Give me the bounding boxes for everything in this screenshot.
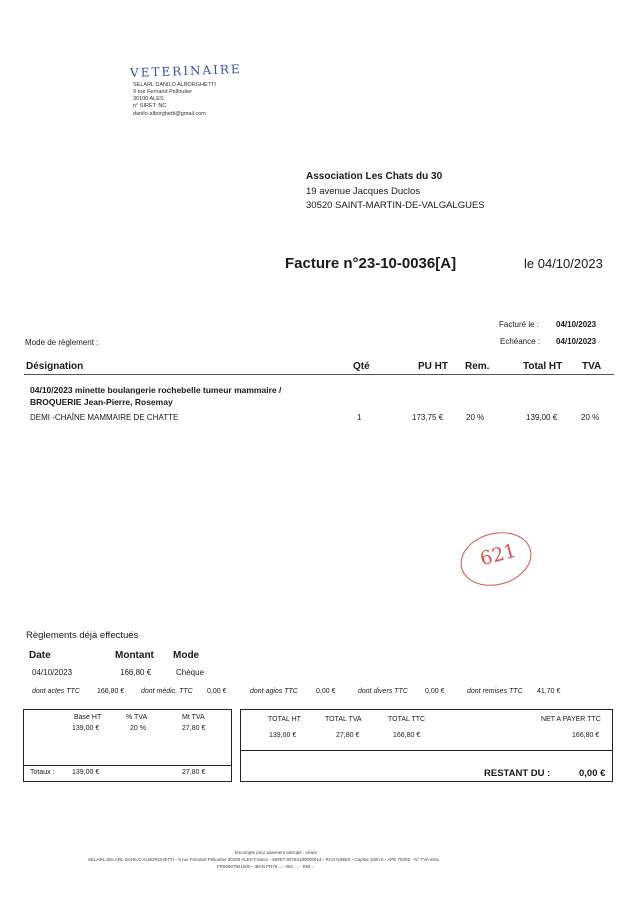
net-to-pay-value: 166,80 € [572, 732, 600, 739]
vat-base-value: 139,00 € [72, 725, 100, 732]
due-label: Echéance : [500, 337, 541, 346]
item-pu-ht: 173,75 € [412, 413, 444, 422]
net-to-pay-label: NET A PAYER TTC [541, 716, 601, 723]
total-tva-value: 27,80 € [336, 732, 360, 739]
header-divider [24, 374, 614, 375]
col-qty: Qté [353, 361, 370, 372]
payment-mode: Chèque [176, 668, 205, 677]
recipient-street: 19 avenue Jacques Duclos [306, 186, 421, 197]
remaining-due-value: 0,00 € [579, 768, 606, 779]
item-qty: 1 [357, 413, 362, 422]
vat-col-rate: % TVA [126, 714, 148, 721]
payment-amount: 166,80 € [120, 668, 152, 677]
footer-bank-line: FR66907841800 - IBAN FR76 ... - BIC ... - RIB ... [217, 864, 316, 869]
col-designation: Désignation [26, 361, 84, 372]
group-line-1: 04/10/2023 minette boulangerie rochebelle tumeur mammaire / [30, 385, 282, 395]
breakdown-value-medic: 0,00 € [207, 688, 227, 695]
vat-rate-value: 20 % [130, 725, 146, 732]
payment-mode-label: Mode de règlement : [25, 338, 99, 347]
invoice-date: le 04/10/2023 [524, 256, 603, 271]
vat-col-base: Base HT [74, 714, 102, 721]
breakdown-value-actes: 166,80 € [97, 688, 125, 695]
due-date: 04/10/2023 [556, 337, 597, 346]
footer-legal-line: SELARL SELARL DANILO ALBORGHETTI - 9 rue Fernand Pelloutier 30100 ALES France - SIRET 90784180000014 - RCS NIMES - Capital 1000 € - APE 7500Z - N° TVA intra [88, 857, 439, 862]
sender-line-2: 9 rue Fernand Pelloutier [133, 89, 193, 95]
total-ttc-value: 166,80 € [393, 732, 421, 739]
breakdown-value-remises: 41,70 € [537, 688, 561, 695]
vat-box-divider [23, 765, 232, 766]
payment-date: 04/10/2023 [32, 668, 73, 677]
payments-col-amount: Montant [115, 650, 154, 661]
breakdown-label-remises: dont remises TTC [467, 688, 523, 695]
sender-line-3: 30100 ALES [133, 96, 164, 102]
total-ttc-label: TOTAL TTC [388, 716, 426, 723]
col-rem: Rem. [465, 361, 490, 372]
handwritten-number: 621 [477, 539, 519, 571]
sender-line-4: n° SIRET: NC [133, 103, 167, 109]
vat-totals-base: 139,00 € [72, 769, 100, 776]
item-tva: 20 % [581, 413, 600, 422]
footer-discount-note: Escompte pour paiement anticipé : néant [235, 850, 317, 855]
total-tva-label: TOTAL TVA [325, 716, 362, 723]
col-tva: TVA [582, 361, 602, 372]
breakdown-label-actes: dont actes TTC [32, 688, 80, 695]
total-ht-label: TOTAL HT [268, 716, 301, 723]
breakdown-value-agios: 0,00 € [316, 688, 336, 695]
payments-col-date: Date [29, 650, 51, 661]
item-designation: DEMI -CHAÎNE MAMMAIRE DE CHATTE [30, 413, 179, 422]
handwritten-stamp-title: VETERINAIRE [129, 62, 242, 80]
sender-email: danilo-alborghetti@gmail.com [133, 111, 206, 117]
totals-box-divider [240, 750, 613, 751]
breakdown-value-divers: 0,00 € [425, 688, 445, 695]
vat-totals-amount: 27,80 € [182, 769, 206, 776]
recipient-name: Association Les Chats du 30 [306, 171, 443, 182]
breakdown-label-divers: dont divers TTC [358, 688, 408, 695]
col-total-ht: Total HT [523, 361, 563, 372]
group-line-2: BROQUERIE Jean-Pierre, Rosemay [30, 397, 173, 407]
item-rem: 20 % [466, 413, 485, 422]
col-pu-ht: PU HT [418, 361, 448, 372]
vat-amount-value: 27,80 € [182, 725, 206, 732]
vat-col-amount: Mt TVA [182, 714, 205, 721]
remaining-due-label: RESTANT DU : [484, 768, 551, 779]
total-ht-value: 139,00 € [269, 732, 297, 739]
sender-line-1: SELARL DANILO ALBORGHETTI [133, 82, 216, 88]
payments-col-mode: Mode [173, 650, 200, 661]
recipient-city: 30520 SAINT-MARTIN-DE-VALGALGUES [306, 200, 485, 211]
factured-date: 04/10/2023 [556, 320, 597, 329]
factured-label: Facturé le : [499, 320, 540, 329]
vat-totals-label: Totaux : [30, 769, 55, 776]
breakdown-label-medic: dont médic. TTC [141, 688, 193, 695]
payments-title: Règlements déjà effectués [26, 630, 139, 641]
invoice-title: Facture n°23-10-0036[A] [285, 255, 457, 272]
breakdown-label-agios: dont agios TTC [250, 688, 298, 695]
item-total-ht: 139,00 € [526, 413, 558, 422]
